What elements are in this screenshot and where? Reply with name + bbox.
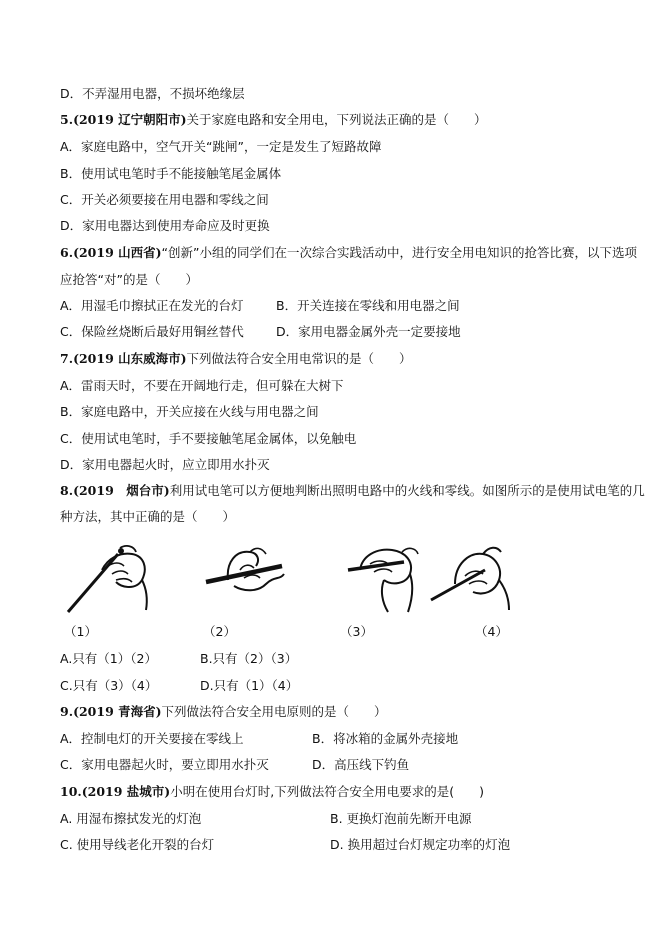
hand-holding-pen-icon (340, 540, 430, 615)
q7-option-a: A．雷雨天时，不要在开阔地行走，但可躲在大树下 (60, 378, 344, 393)
q9-option-c: C．家用电器起火时，要立即用水扑灭 (60, 757, 269, 772)
q8-option-b: B.只有（2）（3） (200, 651, 298, 666)
q5-option-d: D．家用电器达到使用寿命应及时更换 (60, 218, 270, 233)
figure-2-caption: （2） (203, 624, 236, 639)
question-stem: 利用试电笔可以方便地判断出照明电路中的火线和零线。如图所示的是使用试电笔的几 (169, 483, 645, 498)
question-stem: 下列做法符合安全用电原则的是（ ） (161, 704, 387, 719)
hand-holding-pen-icon (200, 540, 290, 615)
question-stem: 小明在使用台灯时,下列做法符合安全用电要求的是( ) (170, 784, 484, 799)
figure-3-hand-pen (340, 540, 430, 615)
q5-option-a: A．家庭电路中，空气开关“跳闸”，一定是发生了短路故障 (60, 139, 382, 154)
figure-3-caption: （3） (340, 624, 373, 639)
question-stem: 关于家庭电路和安全用电，下列说法正确的是（ ） (186, 112, 487, 127)
question-6 (60, 245, 637, 261)
q8-option-c: C.只有（3）（4） (60, 678, 158, 693)
question-6-stem-cont: 应抢答“对”的是（ ） (60, 272, 198, 287)
question-number: 6. (60, 245, 74, 260)
figure-1-caption: （1） (64, 624, 97, 639)
question-number: 10. (60, 784, 82, 799)
q6-option-d: D．家用电器金属外壳一定要接地 (276, 324, 461, 339)
question-number: 5. (60, 112, 74, 127)
figure-4-caption: （4） (475, 624, 508, 639)
question-number: 8. (60, 483, 74, 498)
q4-option-d: D．不弄湿用电器，不损坏绝缘层 (60, 86, 245, 101)
question-5 (60, 112, 487, 128)
question-8-stem-cont: 种方法，其中正确的是（ ） (60, 509, 236, 524)
figure-1-hand-pen (60, 540, 150, 615)
q10-option-b: B. 更换灯泡前先断开电源 (330, 811, 472, 826)
question-9 (60, 704, 387, 720)
q6-option-a: A．用湿毛巾擦拭正在发光的台灯 (60, 298, 244, 313)
figure-2-hand-pen (200, 540, 290, 615)
q8-option-a: A.只有（1）（2） (60, 651, 157, 666)
q8-option-d: D.只有（1）（4） (200, 678, 299, 693)
figure-4-hand-pen (425, 540, 515, 615)
question-number: 9. (60, 704, 74, 719)
question-stem: 下列做法符合安全用电常识的是（ ） (186, 351, 412, 366)
q10-option-d: D. 换用超过台灯规定功率的灯泡 (330, 837, 511, 852)
question-source: (2019 盐城市) (81, 784, 171, 799)
question-source: (2019 辽宁朝阳市) (73, 112, 187, 127)
q7-option-d: D．家用电器起火时，应立即用水扑灭 (60, 457, 270, 472)
question-source: (2019 青海省) (73, 704, 162, 719)
hand-holding-pen-icon (425, 540, 515, 615)
q10-option-c: C. 使用导线老化开裂的台灯 (60, 837, 215, 852)
q9-option-b: B．将冰箱的金属外壳接地 (312, 731, 459, 746)
question-number: 7. (60, 351, 74, 366)
question-7 (60, 351, 412, 367)
q10-option-a: A. 用湿布擦拭发光的灯泡 (60, 811, 202, 826)
q7-option-c: C．使用试电笔时，手不要接触笔尾金属体，以免触电 (60, 431, 357, 446)
q5-option-b: B．使用试电笔时手不能接触笔尾金属体 (60, 166, 282, 181)
hand-holding-pen-icon (60, 540, 150, 615)
question-source: (2019 山西省) (73, 245, 162, 260)
q9-option-a: A．控制电灯的开关要接在零线上 (60, 731, 244, 746)
q7-option-b: B．家庭电路中，开关应接在火线与用电器之间 (60, 404, 319, 419)
question-stem: “创新”小组的同学们在一次综合实践活动中，进行安全用电知识的抢答比赛，以下选项 (161, 245, 638, 260)
q6-option-c: C．保险丝烧断后最好用铜丝替代 (60, 324, 244, 339)
q5-option-c: C．开关必须要接在用电器和零线之间 (60, 192, 269, 207)
question-8 (60, 483, 645, 499)
q6-option-b: B．开关连接在零线和用电器之间 (276, 298, 460, 313)
question-source: (2019 山东威海市) (73, 351, 187, 366)
question-source: (2019 烟台市) (73, 483, 170, 498)
q9-option-d: D．高压线下钓鱼 (312, 757, 410, 772)
question-10 (60, 784, 484, 800)
